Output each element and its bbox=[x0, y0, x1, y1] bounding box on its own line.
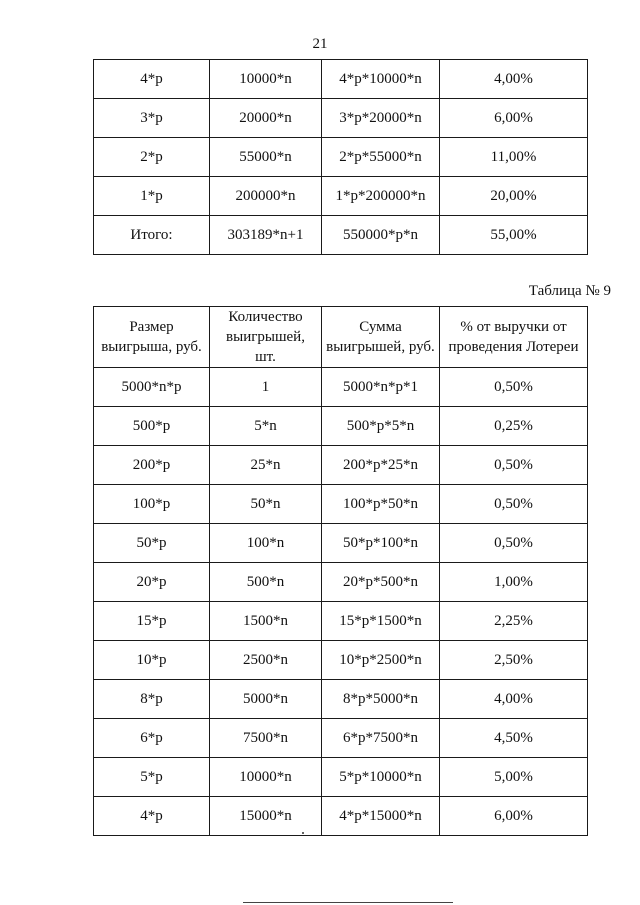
prize-count-cell: 15000*n bbox=[210, 797, 322, 836]
table-row bbox=[94, 524, 588, 563]
prize-amount-cell: 3*p bbox=[94, 99, 210, 138]
header-prize-count bbox=[210, 307, 322, 368]
prize-count-cell: 500*n bbox=[210, 563, 322, 602]
prize-count-cell: 1500*n bbox=[210, 602, 322, 641]
prize-sum-cell: 15*p*1500*n bbox=[322, 602, 440, 641]
prize-sum-cell: 10*p*2500*n bbox=[322, 641, 440, 680]
revenue-percent-cell: 6,00% bbox=[440, 99, 588, 138]
prize-amount-cell: 200*p bbox=[94, 446, 210, 485]
prize-sum-cell: 5000*n*p*1 bbox=[322, 368, 440, 407]
revenue-percent-cell: 6,00% bbox=[440, 797, 588, 836]
table-row bbox=[94, 99, 588, 138]
prize-count-cell: 100*n bbox=[210, 524, 322, 563]
prize-amount-cell: 4*p bbox=[94, 60, 210, 99]
total-sum-cell: 550000*p*n bbox=[322, 216, 440, 255]
prize-sum-cell: 6*p*7500*n bbox=[322, 719, 440, 758]
header-line: выигрышей, шт. bbox=[226, 329, 305, 365]
prize-amount-cell: 20*p bbox=[94, 563, 210, 602]
prize-sum-cell: 200*p*25*n bbox=[322, 446, 440, 485]
prize-sum-cell: 5*p*10000*n bbox=[322, 758, 440, 797]
table-row bbox=[94, 138, 588, 177]
revenue-percent-cell: 0,25% bbox=[440, 407, 588, 446]
prize-count-cell: 50*n bbox=[210, 485, 322, 524]
header-line: выигрыша, руб. bbox=[101, 339, 202, 355]
table-row bbox=[94, 563, 588, 602]
prize-sum-cell: 50*p*100*n bbox=[322, 524, 440, 563]
table-row bbox=[94, 368, 588, 407]
table-row bbox=[94, 177, 588, 216]
table-row bbox=[94, 641, 588, 680]
prize-amount-cell: 50*p bbox=[94, 524, 210, 563]
total-count-cell: 303189*n+1 bbox=[210, 216, 322, 255]
prize-count-cell: 55000*n bbox=[210, 138, 322, 177]
prize-table-9 bbox=[93, 306, 588, 836]
revenue-percent-cell: 5,00% bbox=[440, 758, 588, 797]
prize-amount-cell: 15*p bbox=[94, 602, 210, 641]
prize-sum-cell: 1*p*200000*n bbox=[322, 177, 440, 216]
prize-count-cell: 1 bbox=[210, 368, 322, 407]
prize-count-cell: 200000*n bbox=[210, 177, 322, 216]
header-line: Количество bbox=[228, 309, 303, 325]
prize-sum-cell: 500*p*5*n bbox=[322, 407, 440, 446]
prize-count-cell: 5000*n bbox=[210, 680, 322, 719]
prize-sum-cell: 8*p*5000*n bbox=[322, 680, 440, 719]
table-row bbox=[94, 719, 588, 758]
table-9-caption: Таблица № 9 bbox=[528, 283, 611, 299]
table-total-row bbox=[94, 216, 588, 255]
prize-sum-cell: 3*p*20000*n bbox=[322, 99, 440, 138]
prize-amount-cell: 100*p bbox=[94, 485, 210, 524]
header-prize-amount bbox=[94, 307, 210, 368]
prize-count-cell: 10000*n bbox=[210, 60, 322, 99]
total-percent-cell: 55,00% bbox=[440, 216, 588, 255]
revenue-percent-cell: 2,50% bbox=[440, 641, 588, 680]
revenue-percent-cell: 20,00% bbox=[440, 177, 588, 216]
table-row bbox=[94, 602, 588, 641]
revenue-percent-cell: 0,50% bbox=[440, 524, 588, 563]
header-line: Сумма bbox=[359, 319, 402, 335]
table-row bbox=[94, 797, 588, 836]
revenue-percent-cell: 0,50% bbox=[440, 368, 588, 407]
revenue-percent-cell: 0,50% bbox=[440, 485, 588, 524]
prize-amount-cell: 8*p bbox=[94, 680, 210, 719]
prize-amount-cell: 10*p bbox=[94, 641, 210, 680]
revenue-percent-cell: 4,00% bbox=[440, 680, 588, 719]
header-line: выигрышей, руб. bbox=[326, 339, 435, 355]
prize-count-cell: 10000*n bbox=[210, 758, 322, 797]
revenue-percent-cell: 4,50% bbox=[440, 719, 588, 758]
prize-amount-cell: 5*p bbox=[94, 758, 210, 797]
revenue-percent-cell: 0,50% bbox=[440, 446, 588, 485]
prize-count-cell: 25*n bbox=[210, 446, 322, 485]
header-revenue-percent bbox=[440, 307, 588, 368]
revenue-percent-cell: 4,00% bbox=[440, 60, 588, 99]
total-label-cell: Итого: bbox=[94, 216, 210, 255]
scan-speck bbox=[302, 832, 304, 834]
table-row bbox=[94, 407, 588, 446]
revenue-percent-cell: 11,00% bbox=[440, 138, 588, 177]
prize-amount-cell: 5000*n*p bbox=[94, 368, 210, 407]
table-header-row bbox=[94, 307, 588, 368]
prize-table-continuation bbox=[93, 59, 588, 255]
header-prize-sum bbox=[322, 307, 440, 368]
prize-amount-cell: 1*p bbox=[94, 177, 210, 216]
header-line: % от выручки от bbox=[460, 319, 567, 335]
prize-sum-cell: 2*p*55000*n bbox=[322, 138, 440, 177]
table-row bbox=[94, 485, 588, 524]
prize-sum-cell: 100*p*50*n bbox=[322, 485, 440, 524]
table-row bbox=[94, 758, 588, 797]
prize-count-cell: 7500*n bbox=[210, 719, 322, 758]
prize-sum-cell: 20*p*500*n bbox=[322, 563, 440, 602]
prize-sum-cell: 4*p*10000*n bbox=[322, 60, 440, 99]
prize-count-cell: 5*n bbox=[210, 407, 322, 446]
page-number: 21 bbox=[312, 36, 328, 52]
prize-amount-cell: 6*p bbox=[94, 719, 210, 758]
prize-amount-cell: 500*p bbox=[94, 407, 210, 446]
revenue-percent-cell: 2,25% bbox=[440, 602, 588, 641]
prize-sum-cell: 4*p*15000*n bbox=[322, 797, 440, 836]
bottom-rule bbox=[243, 902, 453, 903]
table-row bbox=[94, 446, 588, 485]
header-line: Размер bbox=[129, 319, 174, 335]
header-line: проведения Лотереи bbox=[448, 339, 579, 355]
prize-amount-cell: 2*p bbox=[94, 138, 210, 177]
revenue-percent-cell: 1,00% bbox=[440, 563, 588, 602]
prize-amount-cell: 4*p bbox=[94, 797, 210, 836]
prize-count-cell: 20000*n bbox=[210, 99, 322, 138]
table-row bbox=[94, 60, 588, 99]
prize-count-cell: 2500*n bbox=[210, 641, 322, 680]
table-row bbox=[94, 680, 588, 719]
